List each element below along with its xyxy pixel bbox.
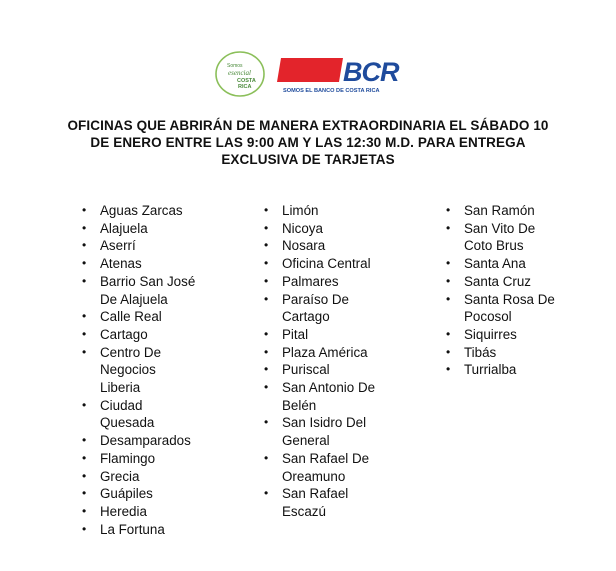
office-list-item (264, 202, 414, 220)
office-list-item (82, 273, 232, 308)
office-name-line: Heredia (100, 503, 147, 519)
office-list-item (82, 485, 232, 503)
bullet-icon: • (446, 344, 451, 359)
costa-rica-logo-line4: RICA (238, 84, 252, 90)
costa-rica-logo-line2: esencial (228, 69, 251, 77)
office-list-item (264, 220, 414, 238)
office-name-line: Barrio San José (100, 273, 196, 289)
office-name-line: Pital (282, 326, 309, 342)
office-list-item (82, 468, 232, 486)
office-name-line: Paraíso De (282, 291, 349, 307)
office-list-item (264, 485, 414, 520)
office-name-line: Santa Cruz (464, 273, 531, 289)
logo-bar (0, 44, 616, 104)
bullet-icon: • (264, 326, 269, 341)
bullet-icon: • (82, 503, 87, 518)
bullet-icon: • (264, 238, 269, 253)
bullet-icon: • (264, 256, 269, 271)
office-name-line: La Fortuna (100, 521, 165, 537)
office-name-line: Guápiles (100, 486, 153, 502)
heading-line-2: DE ENERO ENTRE LAS 9:00 AM Y LAS 12:30 M.D. PARA ENTREGA (90, 135, 526, 150)
office-name-line: Ciudad (100, 397, 143, 413)
page-heading (40, 117, 576, 168)
bullet-icon: • (82, 468, 87, 483)
bullet-icon: • (264, 273, 269, 288)
office-name-line: General (282, 433, 330, 449)
bullet-icon: • (264, 486, 269, 501)
office-list-item (264, 414, 414, 449)
office-list-item (264, 237, 414, 255)
esencial-costa-rica-logo (213, 49, 267, 99)
office-name-line: Cartago (282, 309, 330, 325)
office-name-line: Atenas (100, 256, 142, 272)
office-name-line: San Rafael (282, 486, 349, 502)
office-name-line: Aserrí (100, 238, 136, 254)
bullet-icon: • (264, 203, 269, 217)
office-name-line: Flamingo (100, 450, 156, 466)
office-list-item (82, 432, 232, 450)
bcr-logo-mark: BCR (343, 57, 399, 87)
office-name-line: Santa Ana (464, 256, 526, 272)
office-list-item (446, 326, 586, 344)
office-name-line: Negocios (100, 362, 156, 378)
bullet-icon: • (82, 397, 87, 412)
office-list-item (82, 255, 232, 273)
bullet-icon: • (82, 273, 87, 288)
bullet-icon: • (82, 486, 87, 501)
office-list-item (264, 379, 414, 414)
office-name-line: San Ramón (464, 203, 535, 218)
office-name-line: Alajuela (100, 220, 148, 236)
bullet-icon: • (264, 220, 269, 235)
office-list-item (446, 273, 586, 291)
bullet-icon: • (446, 326, 451, 341)
bullet-icon: • (82, 326, 87, 341)
office-list-item (446, 220, 586, 255)
office-name-line: San Rafael De (282, 450, 370, 466)
bullet-icon: • (82, 521, 87, 536)
office-name-line: Aguas Zarcas (100, 203, 183, 218)
office-list-column-2 (264, 202, 414, 521)
office-name-line: Turrialba (464, 362, 517, 378)
office-list-item (446, 361, 586, 379)
office-list-item (82, 220, 232, 238)
office-list-item (82, 308, 232, 326)
office-list-item (264, 361, 414, 379)
bullet-icon: • (82, 220, 87, 235)
office-name-line: Belén (282, 397, 317, 413)
office-name-line: Calle Real (100, 309, 162, 325)
office-name-line: Palmares (282, 273, 339, 289)
office-list-item (446, 255, 586, 273)
bullet-icon: • (82, 238, 87, 253)
office-list-item (446, 344, 586, 362)
office-name-line: Tibás (464, 344, 497, 360)
bullet-icon: • (264, 291, 269, 306)
office-list-item (82, 237, 232, 255)
heading-line-1: OFICINAS QUE ABRIRÁN DE MANERA EXTRAORDINARIA EL SÁBADO 10 (67, 118, 549, 133)
office-name-line: Limón (282, 203, 319, 218)
office-name-line: San Isidro Del (282, 415, 367, 431)
costa-rica-logo-line3: COSTA (237, 78, 256, 84)
office-list-item (82, 397, 232, 432)
office-name-line: Escazú (282, 503, 326, 519)
office-list-item (82, 503, 232, 521)
office-name-line: San Antonio De (282, 380, 376, 396)
office-list-item (82, 344, 232, 397)
costa-rica-logo-line1: Somos (227, 63, 243, 69)
bullet-icon: • (446, 362, 451, 377)
bullet-icon: • (82, 203, 87, 217)
office-name-line: Cartago (100, 326, 148, 342)
office-name-line: Plaza América (282, 344, 368, 360)
office-list-item (82, 202, 232, 220)
bullet-icon: • (446, 203, 451, 217)
bcr-logo-tagline: SOMOS EL BANCO DE COSTA RICA (283, 88, 380, 94)
office-name-line: Nosara (282, 238, 326, 254)
office-list-column-1 (82, 202, 232, 538)
bullet-icon: • (82, 309, 87, 324)
bullet-icon: • (446, 220, 451, 235)
office-name-line: Oreamuno (282, 468, 346, 484)
heading-line-3: EXCLUSIVA DE TARJETAS (221, 152, 395, 167)
office-list-item (264, 255, 414, 273)
office-list-item (82, 326, 232, 344)
bullet-icon: • (446, 256, 451, 271)
office-name-line: San Vito De (464, 220, 536, 236)
office-list-item (264, 273, 414, 291)
bullet-icon: • (446, 291, 451, 306)
office-name-line: Siquirres (464, 326, 517, 342)
bcr-logo (277, 54, 409, 94)
bullet-icon: • (82, 433, 87, 448)
office-list-item (446, 202, 586, 220)
office-name-line: Pocosol (464, 309, 512, 325)
bullet-icon: • (264, 380, 269, 395)
bullet-icon: • (264, 415, 269, 430)
bullet-icon: • (82, 344, 87, 359)
bullet-icon: • (82, 450, 87, 465)
bullet-icon: • (264, 450, 269, 465)
office-name-line: Oficina Central (282, 256, 371, 272)
office-name-line: Desamparados (100, 433, 191, 449)
office-list-item (82, 450, 232, 468)
office-list-item (446, 291, 586, 326)
bullet-icon: • (82, 256, 87, 271)
office-list-item (264, 344, 414, 362)
bullet-icon: • (264, 362, 269, 377)
office-name-line: Quesada (100, 415, 155, 431)
office-name-line: Nicoya (282, 220, 323, 236)
bullet-icon: • (264, 344, 269, 359)
office-list-item (264, 450, 414, 485)
office-list-column-3 (446, 202, 586, 379)
office-name-line: Santa Rosa De (464, 291, 555, 307)
office-name-line: Coto Brus (464, 238, 524, 254)
office-name-line: Centro De (100, 344, 162, 360)
office-list-item (264, 291, 414, 326)
bullet-icon: • (446, 273, 451, 288)
office-name-line: De Alajuela (100, 291, 168, 307)
office-list-item (82, 521, 232, 539)
office-name-line: Grecia (100, 468, 140, 484)
office-name-line: Liberia (100, 380, 141, 396)
office-list-item (264, 326, 414, 344)
office-name-line: Puriscal (282, 362, 330, 378)
